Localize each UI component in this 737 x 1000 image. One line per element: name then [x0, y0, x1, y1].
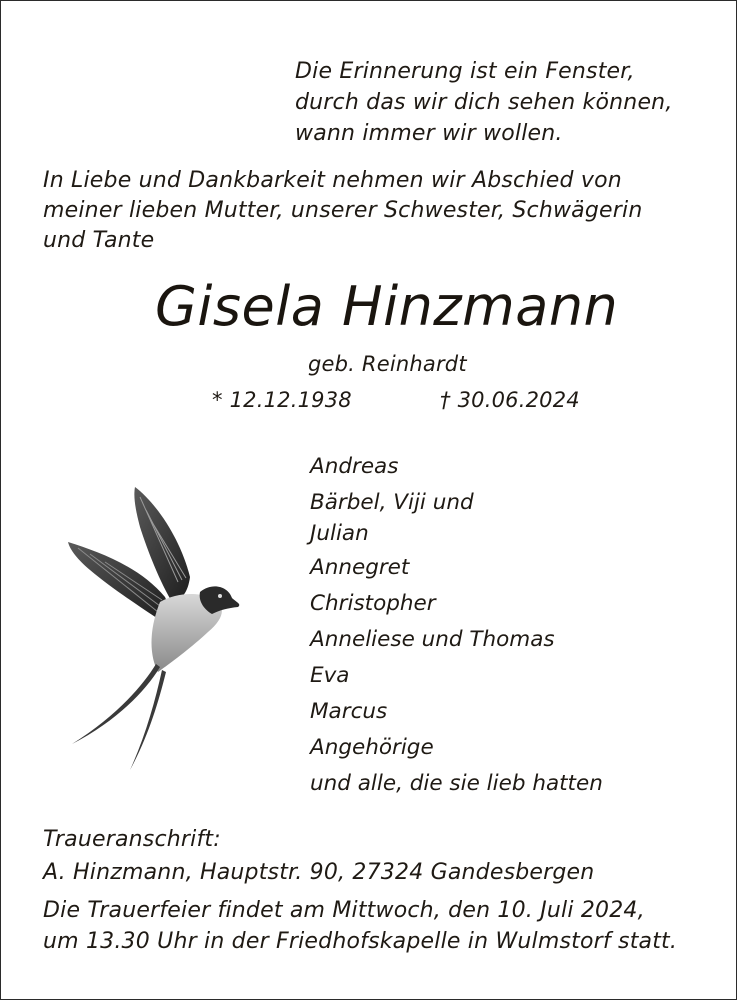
mourner-item: und alle, die sie lieb hatten — [310, 771, 603, 796]
quote-line: wann immer wir wollen. — [295, 121, 563, 146]
birth-date: * 12.12.1938 — [212, 388, 352, 412]
mourner-item: Christopher — [310, 591, 436, 616]
address-label: Traueranschrift: — [43, 827, 221, 852]
ceremony-line: um 13.30 Uhr in der Friedhofskapelle in Wulmstorf statt. — [43, 929, 678, 954]
mourner-item: Andreas — [310, 454, 399, 479]
quote-line: Die Erinnerung ist ein Fenster, — [295, 59, 635, 84]
mourning-address — [43, 823, 594, 889]
deceased-name: Gisela Hinzmann — [155, 275, 619, 338]
death-date: † 30.06.2024 — [440, 388, 580, 412]
maiden-name: geb. Reinhardt — [308, 352, 467, 376]
mourners-list — [310, 451, 603, 804]
mourner-item: Annegret — [310, 555, 410, 580]
memorial-quote — [295, 56, 673, 149]
mourner-item: Bärbel, Viji und Julian — [310, 490, 474, 546]
address-text: A. Hinzmann, Hauptstr. 90, 27324 Gandesbergen — [43, 860, 595, 885]
mourner-item: Eva — [310, 663, 350, 688]
farewell-intro — [43, 166, 642, 256]
intro-line: und Tante — [43, 228, 155, 253]
mourner-item: Angehörige — [310, 735, 434, 760]
mourner-item: Marcus — [310, 699, 388, 724]
funeral-ceremony-info — [43, 895, 677, 957]
intro-line: meiner lieben Mutter, unserer Schwester, Schwägerin — [43, 198, 643, 223]
quote-line: durch das wir dich sehen können, — [295, 90, 673, 115]
mourner-item: Anneliese und Thomas — [310, 627, 555, 652]
swallow-bird-illustration-icon — [60, 482, 245, 772]
ceremony-line: Die Trauerfeier findet am Mittwoch, den 10. Juli 2024, — [43, 898, 645, 923]
intro-line: In Liebe und Dankbarkeit nehmen wir Abschied von — [43, 168, 622, 193]
